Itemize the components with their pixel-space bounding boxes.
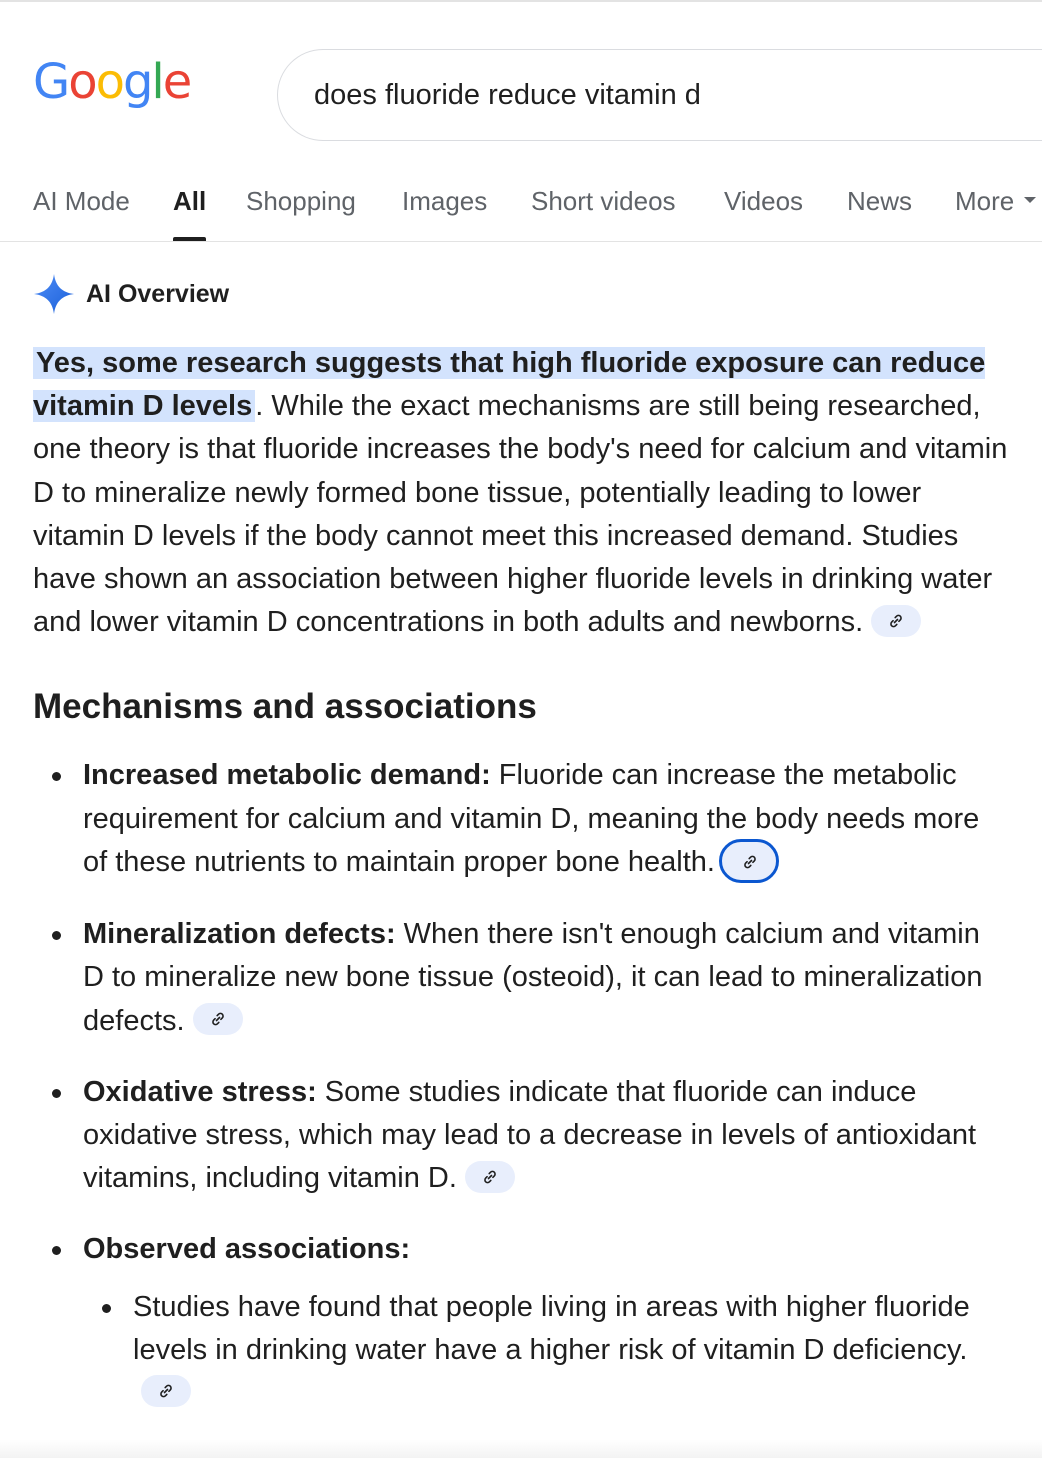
sub-list-item	[83, 1286, 1008, 1416]
bullet-title: Increased metabolic demand:	[83, 759, 491, 792]
bullet-text: When there isn't enough calcium and vitamin D to mineralize new bone tissue (osteoid), it can lead to mineralization defects.	[83, 918, 983, 1037]
tab-shopping[interactable]: Shopping	[246, 186, 356, 216]
search-input[interactable]	[314, 50, 1014, 140]
ai-overview-content	[33, 342, 1008, 1443]
tab-videos[interactable]: Videos	[724, 186, 804, 216]
source-link-button[interactable]	[719, 839, 779, 883]
tab-news[interactable]: News	[847, 186, 913, 216]
sub-bullet-text: Studies have found that people living in areas with higher fluoride levels in drinking water have a higher risk of vitamin D deficiency.	[133, 1290, 970, 1366]
link-icon	[157, 1382, 175, 1400]
list-item	[33, 913, 1008, 1043]
chevron-down-icon	[1024, 197, 1036, 203]
logo-letter: o	[68, 54, 96, 110]
list-item	[33, 1071, 1008, 1201]
logo-letter: o	[95, 54, 123, 110]
source-link-button[interactable]	[465, 1161, 515, 1193]
bullet-title: Mineralization defects:	[83, 918, 396, 951]
bullet-text: Fluoride can increase the metabolic requirement for calcium and vitamin D, meaning the body needs more of these nutrients to maintain proper bone health.	[83, 759, 980, 878]
tab-images[interactable]: Images	[402, 186, 488, 216]
bullet-text: Some studies indicate that fluoride can induce oxidative stress, which may lead to a decrease in levels of antioxidant vitamins, including vitamin D.	[83, 1075, 977, 1195]
source-link-button[interactable]	[141, 1375, 191, 1407]
ai-overview-summary	[33, 342, 1008, 644]
ai-overview-title: AI Overview	[86, 279, 230, 308]
highlighted-answer[interactable]: Yes, some research suggests that high fluoride exposure can reduce vitamin D levels	[33, 347, 986, 423]
list-item	[33, 754, 1008, 885]
top-divider	[0, 0, 1042, 2]
bullet-title: Oxidative stress:	[83, 1075, 317, 1108]
gemini-sparkle-icon	[32, 272, 76, 316]
link-icon	[209, 1010, 227, 1028]
summary-text: . While the exact mechanisms are still being researched, one theory is that fluoride increases the body's need for calcium and vitamin D to mineralize newly formed bone tissue, potentially leading to lower vitamin D levels if the body cannot meet this increased demand. Studies have shown an association between higher fluoride levels in drinking water and lower vitamin D concentrations in both adults and newborns.	[33, 390, 1008, 639]
google-logo[interactable]	[33, 54, 191, 110]
logo-letter: G	[33, 54, 69, 110]
tab-short-videos[interactable]: Short videos	[531, 186, 676, 216]
logo-letter: e	[162, 54, 191, 110]
mechanism-list	[33, 754, 1008, 1415]
search-box[interactable]	[277, 49, 1042, 141]
logo-letter: l	[151, 54, 163, 110]
search-tabs	[0, 176, 1042, 242]
sub-list	[83, 1286, 1008, 1416]
logo-letter: g	[122, 54, 152, 110]
bottom-fade	[0, 1440, 1042, 1458]
section-heading: Mechanisms and associations	[33, 687, 537, 727]
bullet-title: Observed associations:	[83, 1233, 411, 1266]
ai-overview-header	[32, 272, 229, 316]
tab-more-label: More	[955, 186, 1015, 216]
source-link-button[interactable]	[193, 1003, 243, 1035]
tab-ai-mode[interactable]: AI Mode	[33, 186, 130, 216]
source-link-button[interactable]	[871, 605, 921, 637]
link-icon	[887, 612, 905, 630]
tab-more[interactable]	[955, 186, 1036, 240]
link-icon	[481, 1168, 499, 1186]
tab-all[interactable]: All	[173, 186, 206, 240]
list-item	[33, 1228, 1008, 1415]
link-icon	[741, 853, 759, 871]
